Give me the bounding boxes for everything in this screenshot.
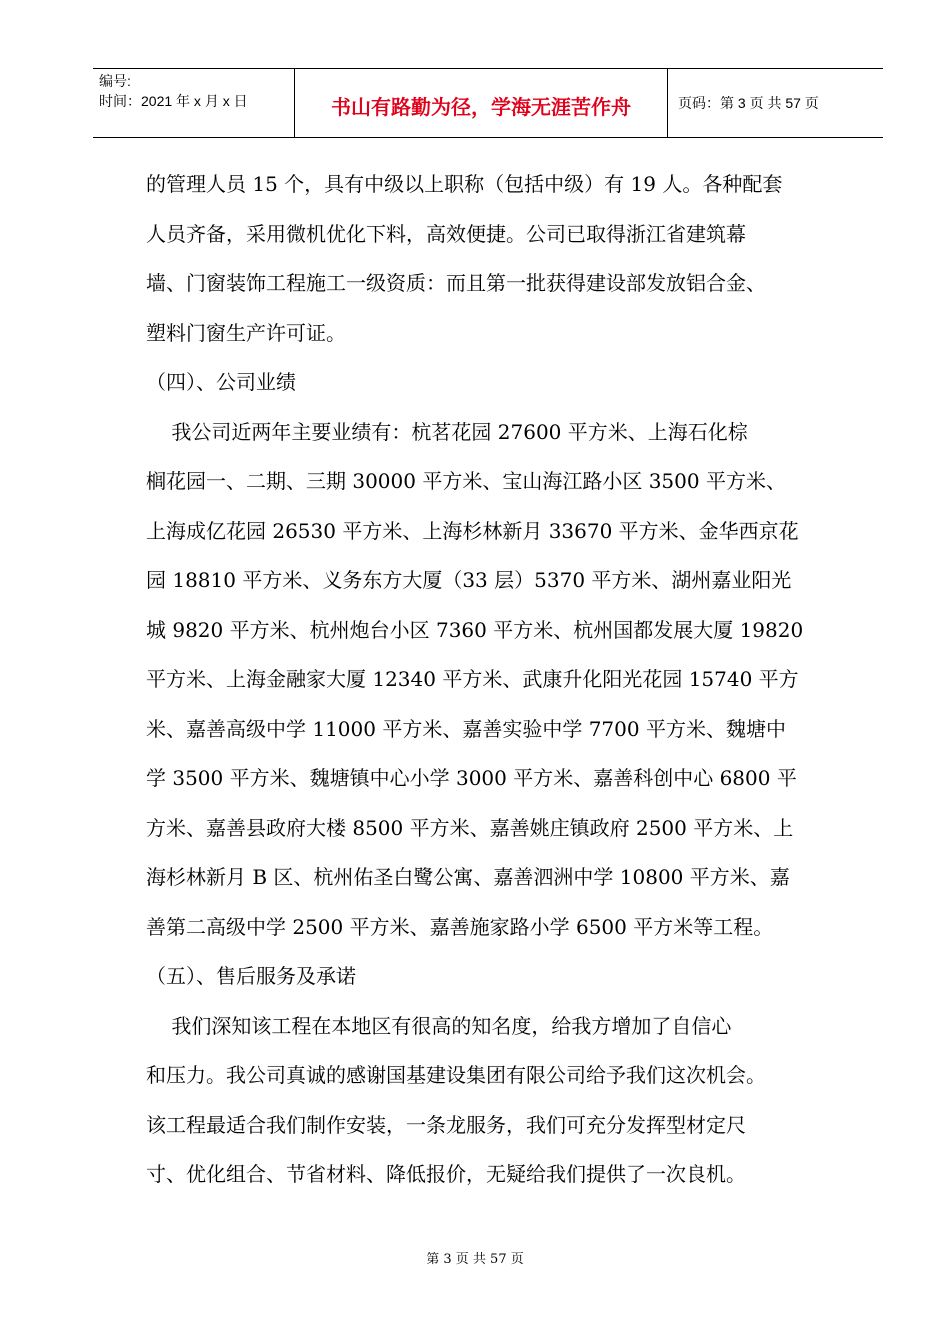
body-line: 墙、门窗装饰工程施工一级资质：而且第一批获得建设部发放铝合金、 bbox=[146, 271, 766, 295]
header-page-number: 页码：第 3 页 共 57 页 bbox=[678, 95, 819, 111]
body-line: 榈花园一、二期、三期 30000 平方米、宝山海江路小区 3500 平方米、 bbox=[146, 469, 786, 493]
body-line: 寸、优化组合、节省材料、降低报价，无疑给我们提供了一次良机。 bbox=[146, 1162, 746, 1186]
header-info-cell bbox=[93, 69, 295, 137]
header-motto: 书山有路勤为径，学海无涯苦作舟 bbox=[331, 95, 631, 119]
body-line: 方米、嘉善县政府大楼 8500 平方米、嘉善姚庄镇政府 2500 平方米、上 bbox=[146, 815, 794, 840]
body-line: 上海成亿花园 26530 平方米、上海杉林新月 33670 平方米、金华西京花 bbox=[146, 518, 799, 543]
document-body bbox=[146, 160, 846, 1200]
body-line: 学 3500 平方米、魏塘镇中心小学 3000 平方米、嘉善科创中心 6800 平 bbox=[146, 766, 797, 790]
body-line: 平方米、上海金融家大厦 12340 平方米、武康升化阳光花园 15740 平方 bbox=[146, 667, 799, 691]
body-line: 人员齐备，采用微机优化下料，高效便捷。公司已取得浙江省建筑幕 bbox=[146, 221, 746, 246]
header-page-cell bbox=[668, 69, 883, 137]
body-line: 米、嘉善高级中学 11000 平方米、嘉善实验中学 7700 平方米、魏塘中 bbox=[146, 716, 786, 741]
document-time-label: 时间：2021 年 x 月 x 日 bbox=[99, 93, 248, 109]
body-line: 我公司近两年主要业绩有：杭茗花园 27600 平方米、上海石化棕 bbox=[146, 419, 748, 444]
body-line: 我们深知该工程在本地区有很高的知名度，给我方增加了自信心 bbox=[146, 1013, 732, 1038]
body-line: 城 9820 平方米、杭州炮台小区 7360 平方米、杭州国都发展大厦 19820 bbox=[146, 617, 804, 642]
body-line: 该工程最适合我们制作安装，一条龙服务，我们可充分发挥型材定尺 bbox=[146, 1112, 746, 1137]
body-line: 园 18810 平方米、义务东方大厦（33 层）5370 平方米、湖州嘉业阳光 bbox=[146, 568, 792, 592]
document-number-label: 编号: bbox=[99, 73, 131, 89]
body-line: 海杉林新月 B 区、杭州佑圣白鹭公寓、嘉善泗洲中学 10800 平方米、嘉 bbox=[146, 865, 790, 889]
page-footer: 第 3 页 共 57 页 bbox=[426, 1252, 524, 1267]
body-line: 和压力。我公司真诚的感谢国基建设集团有限公司给予我们这次机会。 bbox=[146, 1063, 766, 1087]
section-heading-achievements: （四）、公司业绩 bbox=[146, 370, 296, 394]
body-line: 的管理人员 15 个，具有中级以上职称（包括中级）有 19 人。各种配套 bbox=[146, 172, 783, 196]
body-line: 善第二高级中学 2500 平方米、嘉善施家路小学 6500 平方米等工程。 bbox=[146, 914, 774, 939]
page-header bbox=[93, 68, 883, 138]
body-line: 塑料门窗生产许可证。 bbox=[146, 320, 346, 345]
header-motto-cell bbox=[295, 69, 668, 137]
section-heading-after-sales: （五）、售后服务及承诺 bbox=[146, 964, 356, 988]
